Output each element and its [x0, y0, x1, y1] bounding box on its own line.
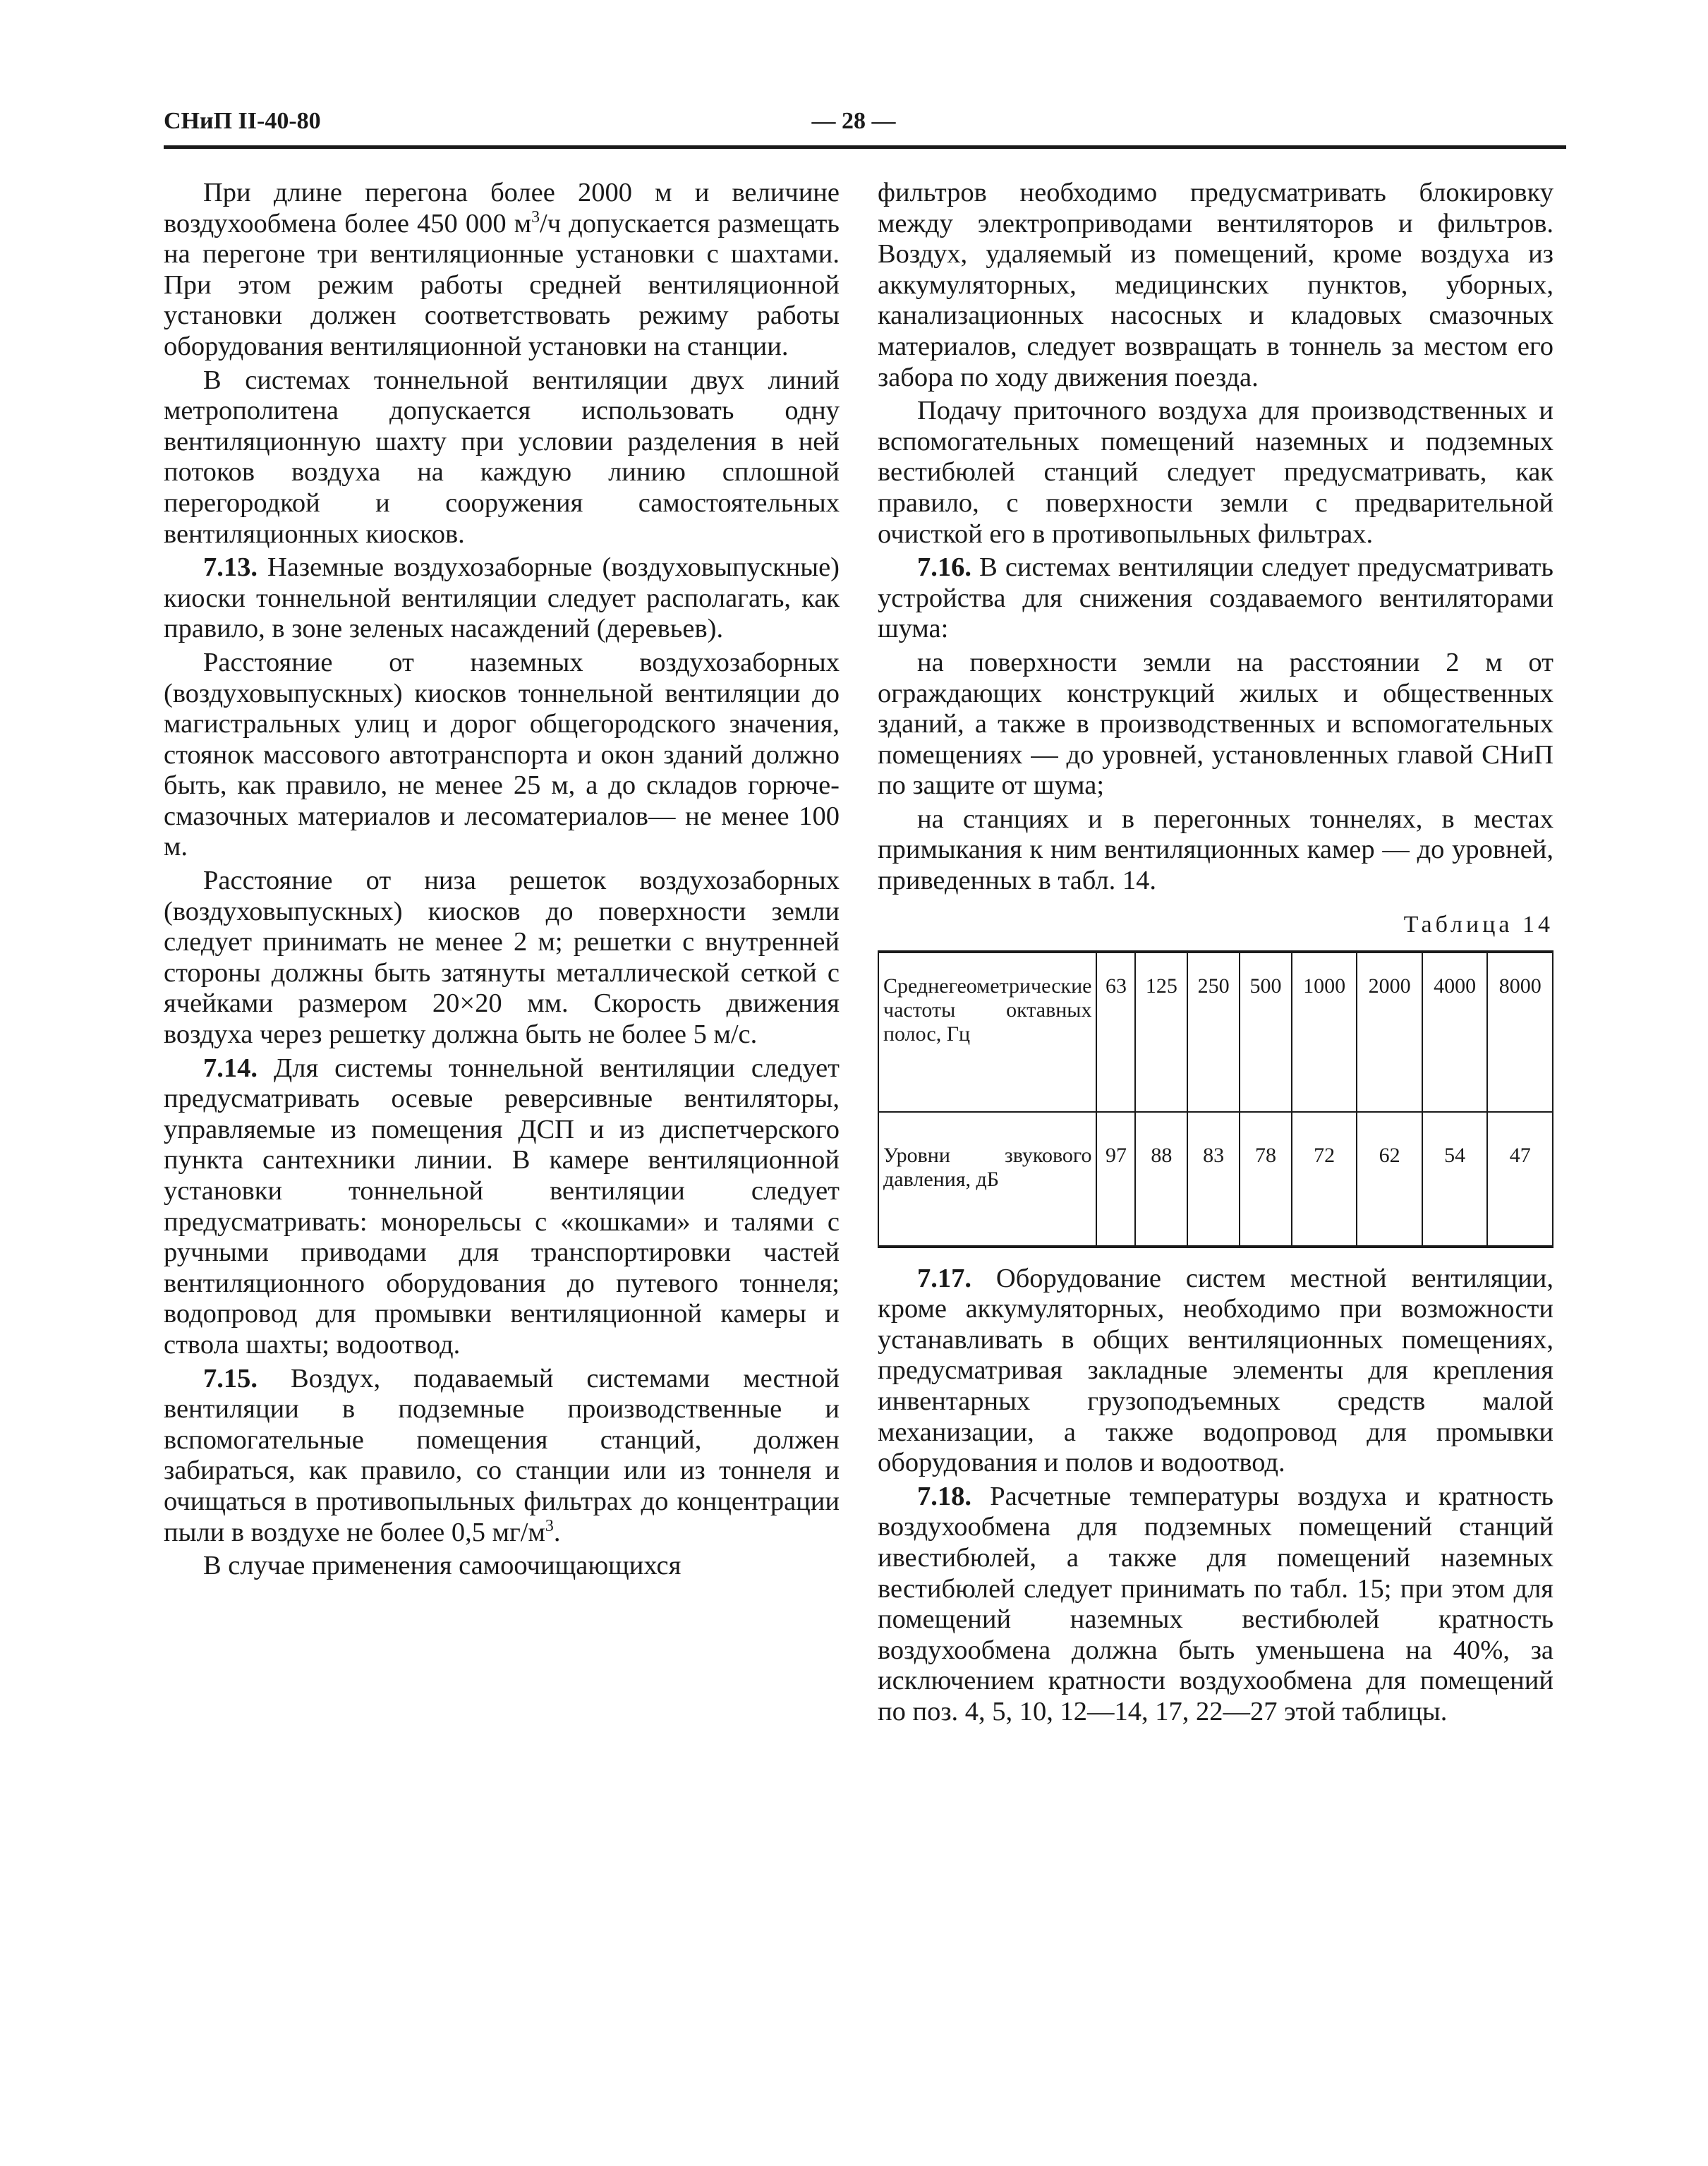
table-cell: 78 [1240, 1112, 1292, 1247]
table-row-header: Среднегеометрические частоты октавных полос, Гц [878, 952, 1096, 1112]
table-cell: 83 [1187, 1112, 1240, 1247]
clause-number: 7.13. [203, 552, 258, 583]
paragraph-text: Воздух, подаваемый системами местной вентиляции в подземные производственные и вспомогательные помещения станций, должен забираться, как правило, со станции или из тоннеля и очищаться в противопыльных фильтрах до концентрации пыли в воздухе не более 0,5 мг/м [164, 1363, 840, 1547]
clause-number: 7.14. [203, 1053, 258, 1083]
table-cell: 500 [1240, 952, 1292, 1112]
left-column [164, 178, 840, 1582]
paragraph [164, 178, 840, 363]
table-cell: 62 [1357, 1112, 1422, 1247]
table-cell: 4000 [1422, 952, 1488, 1112]
clause-7-17 [878, 1264, 1553, 1479]
table-cell: 47 [1487, 1112, 1553, 1247]
paragraph: В системах тоннельной вентиляции двух линий метрополитена допускается использовать одну вентиляционную шахту при условии разделения в ней потоков воздуха на каждую линию сплошной перегородкой и сооружения самостоятельных вентиляционных киосков. [164, 365, 840, 549]
table-cell: 63 [1096, 952, 1135, 1112]
header-rule [164, 145, 1566, 149]
clause-7-15 [164, 1364, 840, 1549]
clause-7-13 [164, 552, 840, 645]
table-cell: 8000 [1487, 952, 1553, 1112]
paragraph-text: /ч допускается размещать на перегоне три вентиляционные установки с шахтами. При этом режим работы средней вентиляционной установки должен соответствовать режиму работы оборудования вентиляционной установки на станции. [164, 208, 840, 361]
page-number: — 28 — [811, 108, 896, 134]
table-cell: 88 [1135, 1112, 1187, 1247]
clause-7-14 [164, 1053, 840, 1361]
paragraph: фильтров необходимо предусматривать блокировку между электроприводами вентиляторов и фильтров. Воздух, удаляемый из помещений, кроме воздуха из аккумуляторных, медицинских пунктов, уборных, канализационных насосных и кладовых смазочных материалов, следует возвращать в тоннель за местом его забора по ходу движения поезда. [878, 178, 1553, 392]
table-cell: 54 [1422, 1112, 1488, 1247]
paragraph-text: Расчетные температуры воздуха и кратность воздухообмена для подземных помещений станций ивестибюлей, а также для помещений наземных вестибюлей следует принимать по табл. 15; при этом для помещений наземных вестибюлей кратность воздухообмена должна быть уменьшена на 40%, за исключением кратности воздухообмена для помещений по поз. 4, 5, 10, 12—14, 17, 22—27 этой таблицы. [878, 1481, 1553, 1726]
document-code: СНиП II-40-80 [164, 108, 321, 134]
paragraph: Подачу приточного воздуха для производственных и вспомогательных помещений наземных и подземных вестибюлей станций следует предусматривать, как правило, с поверхности земли с предварительной очисткой его в противопыльных фильтрах. [878, 396, 1553, 549]
clause-number: 7.16. [917, 552, 971, 583]
clause-7-16 [878, 552, 1553, 645]
table-cell: 97 [1096, 1112, 1135, 1247]
clause-number: 7.18. [917, 1481, 971, 1511]
table-cell: 125 [1135, 952, 1187, 1112]
paragraph: на станциях и в перегонных тоннелях, в местах примыкания к ним вентиляционных камер — до уровней, приведенных в табл. 14. [878, 804, 1553, 896]
table-row-header: Уровни звукового давления, дБ [878, 1112, 1096, 1247]
paragraph-text: В системах вентиляции следует предусматривать устройства для снижения создаваемого вентиляторами шума: [878, 552, 1553, 644]
paragraph-text: . [553, 1517, 561, 1547]
noise-levels-table [878, 950, 1553, 1248]
table-cell: 2000 [1357, 952, 1422, 1112]
superscript: 3 [545, 1516, 554, 1535]
paragraph-text: Для системы тоннельной вентиляции следует предусматривать осевые реверсивные вентиляторы, управляемые из помещения ДСП и из диспетчерского пункта сантехники линии. В камере вентиляционной установки тоннельной вентиляции следует предусматривать: монорельсы с «кошками» и талями с ручными приводами для транспортировки частей вентиляционного оборудования до путевого тоннеля; водопровод для промывки вентиляционной камеры и ствола шахты; водоотвод. [164, 1053, 840, 1360]
clause-7-18 [878, 1482, 1553, 1728]
table-cell: 1000 [1292, 952, 1357, 1112]
paragraph-text: Оборудование систем местной вентиляции, кроме аккумуляторных, необходимо при возможности устанавливать в общих вентиляционных помещениях, предусматривая закладные элементы для крепления инвентарных грузоподъемных средств малой механизации, а также водопровод для промывки оборудования и полов и водоотвод. [878, 1263, 1553, 1478]
superscript: 3 [531, 207, 540, 226]
table-row [878, 952, 1553, 1112]
clause-number: 7.15. [203, 1363, 258, 1393]
table-cell: 250 [1187, 952, 1240, 1112]
clause-number: 7.17. [917, 1263, 971, 1293]
paragraph: В случае применения самоочищающихся [203, 1551, 682, 1581]
paragraph: Расстояние от низа решеток воздухозаборных (воздуховыпускных) киосков до поверхности земли следует принимать не менее 2 м; решетки с внутренней стороны должны быть затянуты металлической сеткой с ячейками размером 20×20 мм. Скорость движения воздуха через решетку должна быть не более 5 м/с. [164, 866, 840, 1050]
table-cell: 72 [1292, 1112, 1357, 1247]
table-caption: Таблица 14 [1403, 911, 1553, 938]
paragraph: на поверхности земли на расстоянии 2 м от ограждающих конструкций жилых и общественных зданий, а также в производственных и вспомогательных помещениях — до уровней, установленных главой СНиП по защите от шума; [878, 647, 1553, 801]
right-column [878, 178, 1553, 1728]
table-row [878, 1112, 1553, 1247]
paragraph: Расстояние от наземных воздухозаборных (воздуховыпускных) киосков тоннельной вентиляции до магистральных улиц и дорог общегородского значения, стоянок массового автотранспорта и окон зданий должно быть, как правило, не менее 25 м, а до складов горюче-смазочных материалов и лесоматериалов— не менее 100 м. [164, 647, 840, 862]
paragraph-text: При длине перегона более 2000 м и величине воздухообмена более 450 000 м [164, 178, 840, 238]
paragraph-text: Наземные воздухозаборные (воздуховыпускные) киоски тоннельной вентиляции следует располагать, как правило, в зоне зеленых насаждений (деревьев). [164, 552, 840, 644]
